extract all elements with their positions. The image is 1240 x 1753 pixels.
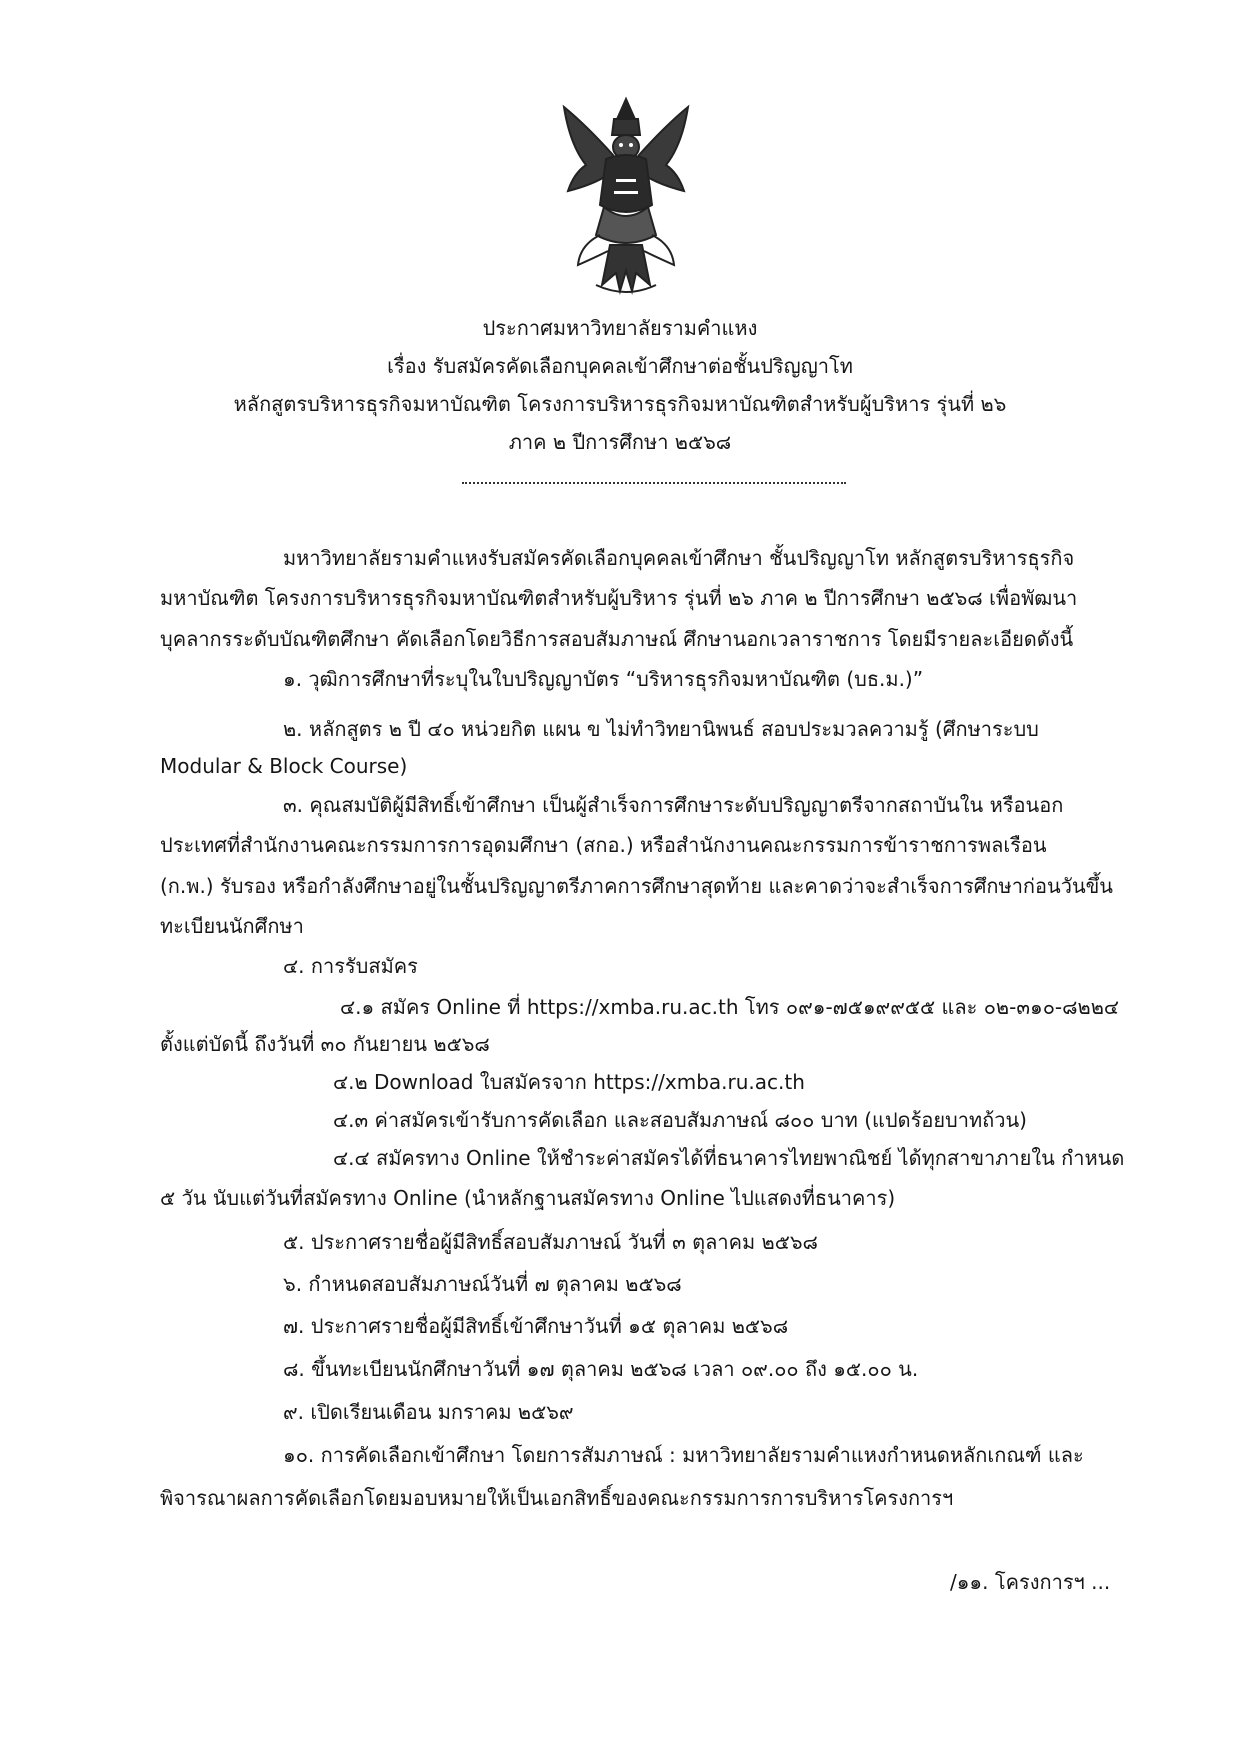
item-2-line-2: Modular & Block Course) bbox=[160, 754, 408, 778]
item-5: ๕. ประกาศรายชื่อผู้มีสิทธิ์สอบสัมภาษณ์ วันที่ ๓ ตุลาคม ๒๕๖๘ bbox=[283, 1230, 818, 1254]
item-10-line-2: พิจารณาผลการคัดเลือกโดยมอบหมายให้เป็นเอกสิทธิ์ของคณะกรรมการการบริหารโครงการฯ bbox=[160, 1486, 954, 1510]
item-3-line-1: ๓. คุณสมบัติผู้มีสิทธิ์เข้าศึกษา เป็นผู้สำเร็จการศึกษาระดับปริญญาตรีจากสถาบันใน หรือนอก bbox=[283, 793, 1064, 817]
intro-line-3: บุคลากรระดับบัณฑิตศึกษา คัดเลือกโดยวิธีการสอบสัมภาษณ์ ศึกษานอกเวลาราชการ โดยมีรายละเอียดดังนี้ bbox=[160, 627, 1074, 651]
item-4-2: ๔.๒ Download ใบสมัครจาก https://xmba.ru.ac.th bbox=[333, 1070, 805, 1094]
item-3-line-4: ทะเบียนนักศึกษา bbox=[160, 914, 304, 938]
item-2-line-1: ๒. หลักสูตร ๒ ปี ๔๐ หน่วยกิต แผน ข ไม่ทำวิทยานิพนธ์ สอบประมวลความรู้ (ศึกษาระบบ bbox=[283, 717, 1039, 741]
garuda-emblem-icon bbox=[556, 95, 696, 300]
item-1: ๑. วุฒิการศึกษาที่ระบุในใบปริญญาบัตร “บริหารธุรกิจมหาบัณฑิต (บธ.ม.)” bbox=[283, 667, 924, 691]
item-3-line-3: (ก.พ.) รับรอง หรือกำลังศึกษาอยู่ในชั้นปริญญาตรีภาคการศึกษาสุดท้าย และคาดว่าจะสำเร็จการศึกษาก่อนวันขึ้น bbox=[160, 874, 1113, 898]
item-4-1-line-2: ตั้งแต่บัดนี้ ถึงวันที่ ๓๐ กันยายน ๒๕๖๘ bbox=[160, 1032, 490, 1056]
item-8: ๘. ขึ้นทะเบียนนักศึกษาวันที่ ๑๗ ตุลาคม ๒๕๖๘ เวลา ๐๙.๐๐ ถึง ๑๕.๐๐ น. bbox=[283, 1357, 919, 1381]
page-continuation: /๑๑. โครงการฯ ... bbox=[950, 1570, 1111, 1594]
title-divider bbox=[462, 482, 846, 484]
semester-year: ภาค ๒ ปีการศึกษา ๒๕๖๘ bbox=[508, 430, 732, 454]
item-9: ๙. เปิดเรียนเดือน มกราคม ๒๕๖๙ bbox=[283, 1400, 574, 1424]
announcement-subject: เรื่อง รับสมัครคัดเลือกบุคคลเข้าศึกษาต่อชั้นปริญญาโท bbox=[387, 354, 853, 378]
item-10-line-1: ๑๐. การคัดเลือกเข้าศึกษา โดยการสัมภาษณ์ : มหาวิทยาลัยรามคำแหงกำหนดหลักเกณฑ์ และ bbox=[283, 1443, 1084, 1467]
program-name: หลักสูตรบริหารธุรกิจมหาบัณฑิต โครงการบริหารธุรกิจมหาบัณฑิตสำหรับผู้บริหาร รุ่นที่ ๒๖ bbox=[233, 392, 1007, 416]
item-4-4-line-2: ๕ วัน นับแต่วันที่สมัครทาง Online (นำหลักฐานสมัครทาง Online ไปแสดงที่ธนาคาร) bbox=[160, 1186, 896, 1210]
item-4-3: ๔.๓ ค่าสมัครเข้ารับการคัดเลือก และสอบสัมภาษณ์ ๘๐๐ บาท (แปดร้อยบาทถ้วน) bbox=[333, 1108, 1027, 1132]
item-6: ๖. กำหนดสอบสัมภาษณ์วันที่ ๗ ตุลาคม ๒๕๖๘ bbox=[283, 1272, 682, 1296]
item-4-1-line-1: ๔.๑ สมัคร Online ที่ https://xmba.ru.ac.th โทร ๐๙๑-๗๕๑๙๙๕๕ และ ๐๒-๓๑๐-๘๒๒๔ bbox=[340, 995, 1120, 1019]
item-3-line-2: ประเทศที่สำนักงานคณะกรรมการการอุดมศึกษา (สกอ.) หรือสำนักงานคณะกรรมการข้าราชการพลเรือน bbox=[160, 833, 1047, 857]
item-7: ๗. ประกาศรายชื่อผู้มีสิทธิ์เข้าศึกษาวันที่ ๑๕ ตุลาคม ๒๕๖๘ bbox=[283, 1314, 789, 1338]
item-4-4-line-1: ๔.๔ สมัครทาง Online ให้ชำระค่าสมัครได้ที่ธนาคารไทยพาณิชย์ ได้ทุกสาขาภายใน กำหนด bbox=[333, 1146, 1125, 1170]
announcement-title: ประกาศมหาวิทยาลัยรามคำแหง bbox=[482, 316, 758, 340]
intro-line-1: มหาวิทยาลัยรามคำแหงรับสมัครคัดเลือกบุคคลเข้าศึกษา ชั้นปริญญาโท หลักสูตรบริหารธุรกิจ bbox=[283, 546, 1075, 570]
item-4: ๔. การรับสมัคร bbox=[283, 954, 418, 978]
intro-line-2: มหาบัณฑิต โครงการบริหารธุรกิจมหาบัณฑิตสำหรับผู้บริหาร รุ่นที่ ๒๖ ภาค ๒ ปีการศึกษา ๒๕๖๘ เพื่อพัฒนา bbox=[160, 586, 1078, 610]
